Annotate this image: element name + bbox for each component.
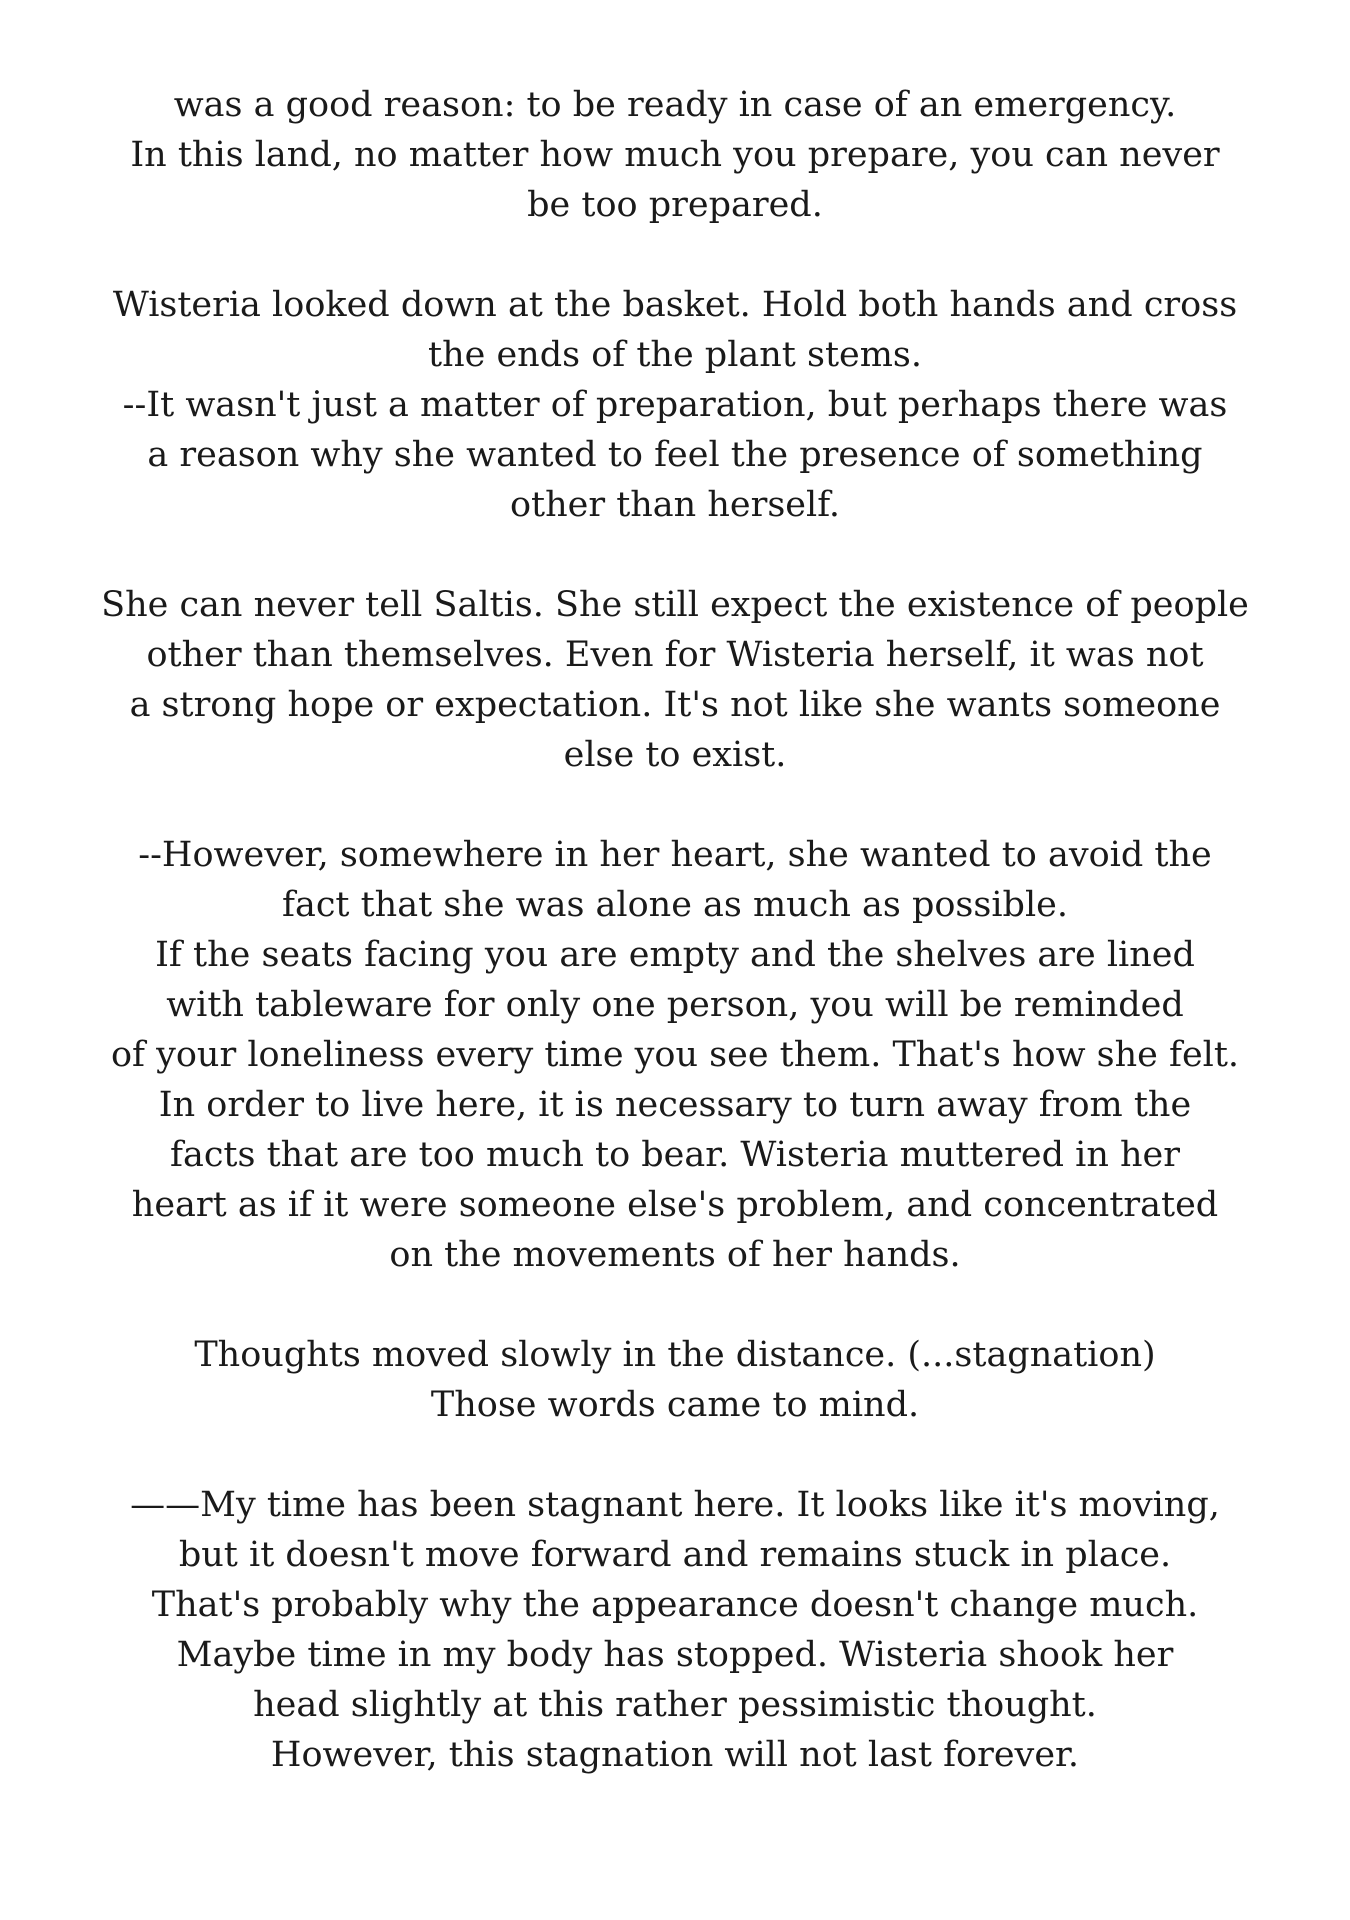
text-line: Those words came to mind. <box>430 1385 920 1425</box>
text-line: If the seats facing you are empty and the shelves are lined <box>155 935 1195 975</box>
text-line: Wisteria looked down at the basket. Hold both hands and cross <box>112 285 1238 325</box>
paragraph-4 <box>60 830 1290 1280</box>
text-line: Thoughts moved slowly in the distance. (...stagnation) <box>194 1335 1156 1375</box>
paragraph-5 <box>60 1330 1290 1430</box>
paragraph-2 <box>60 280 1290 530</box>
text-line: --It wasn't just a matter of preparation, but perhaps there was <box>122 385 1228 425</box>
text-line: was a good reason: to be ready in case of an emergency. <box>173 85 1177 125</box>
text-line: other than themselves. Even for Wisteria herself, it was not <box>146 635 1204 675</box>
paragraph-3 <box>60 580 1290 780</box>
text-line: In this land, no matter how much you prepare, you can never <box>130 135 1220 175</box>
text-line: else to exist. <box>563 735 787 775</box>
text-line: heart as if it were someone else's problem, and concentrated <box>131 1185 1219 1225</box>
text-line: ——My time has been stagnant here. It looks like it's moving, <box>130 1485 1220 1525</box>
text-line: However, this stagnation will not last forever. <box>270 1735 1080 1775</box>
text-line: with tableware for only one person, you will be reminded <box>166 985 1184 1025</box>
body-text <box>60 80 1290 1830</box>
text-line: In order to live here, it is necessary to turn away from the <box>158 1085 1192 1125</box>
text-line: head slightly at this rather pessimistic thought. <box>253 1685 1097 1725</box>
text-line: a reason why she wanted to feel the presence of something <box>147 435 1203 475</box>
paragraph-6 <box>60 1480 1290 1780</box>
text-line: other than herself. <box>509 485 841 525</box>
text-line: the ends of the plant stems. <box>428 335 922 375</box>
paragraph-1 <box>60 80 1290 230</box>
text-line: She can never tell Saltis. She still expect the existence of people <box>101 585 1249 625</box>
text-line: fact that she was alone as much as possible. <box>282 885 1068 925</box>
text-line: but it doesn't move forward and remains stuck in place. <box>178 1535 1172 1575</box>
text-line: on the movements of her hands. <box>389 1235 961 1275</box>
text-line: Maybe time in my body has stopped. Wisteria shook her <box>176 1635 1174 1675</box>
text-line: That's probably why the appearance doesn't change much. <box>151 1585 1199 1625</box>
text-line: of your loneliness every time you see them. That's how she felt. <box>110 1035 1240 1075</box>
text-line: facts that are too much to bear. Wisteria muttered in her <box>170 1135 1180 1175</box>
text-line: be too prepared. <box>527 185 823 225</box>
text-line: --However, somewhere in her heart, she wanted to avoid the <box>138 835 1212 875</box>
text-line: a strong hope or expectation. It's not like she wants someone <box>129 685 1221 725</box>
